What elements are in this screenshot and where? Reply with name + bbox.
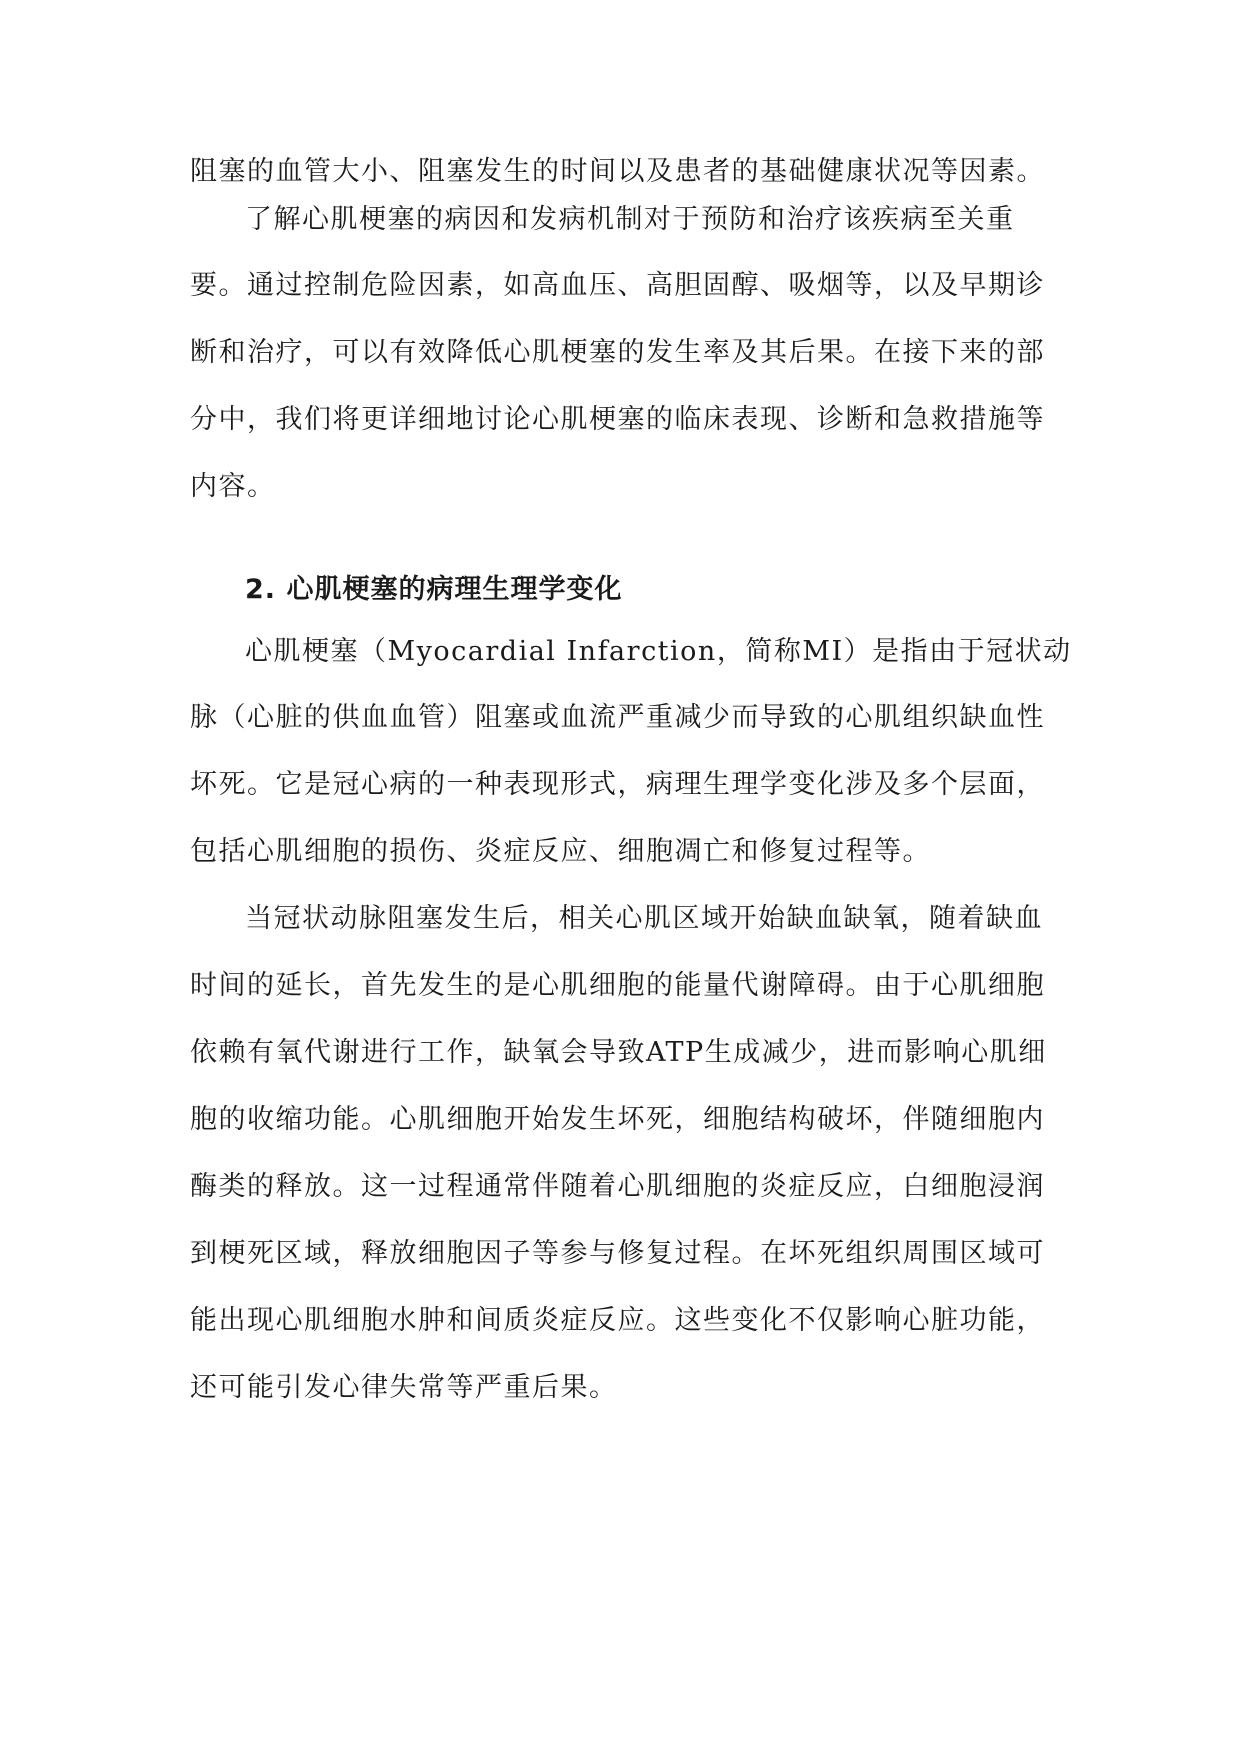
text-line: 断和治疗，可以有效降低心肌梗塞的发生率及其后果。在接下来的部: [190, 337, 1045, 368]
text-line: 时间的延长，首先发生的是心肌细胞的能量代谢障碍。由于心肌细胞: [190, 970, 1045, 1001]
text-line: 了解心肌梗塞的病因和发病机制对于预防和治疗该疾病至关重: [245, 204, 1015, 235]
text-line: 内容。: [190, 471, 276, 502]
section-heading: 2. 心肌梗塞的病理生理学变化: [245, 574, 623, 605]
text-line: 脉（心脏的供血血管）阻塞或血流严重减少而导致的心肌组织缺血性: [190, 702, 1045, 733]
text-line: 包括心肌细胞的损伤、炎症反应、细胞凋亡和修复过程等。: [190, 836, 931, 867]
text-line: 能出现心肌细胞水肿和间质炎症反应。这些变化不仅影响心脏功能，: [190, 1305, 1045, 1336]
text-line: 到梗死区域，释放细胞因子等参与修复过程。在坏死组织周围区域可: [190, 1238, 1045, 1269]
text-line: 分中，我们将更详细地讨论心肌梗塞的临床表现、诊断和急救措施等: [190, 404, 1045, 435]
text-line: 当冠状动脉阻塞发生后，相关心肌区域开始缺血缺氧，随着缺血: [245, 903, 1043, 934]
text-line: 阻塞的血管大小、阻塞发生的时间以及患者的基础健康状况等因素。: [190, 156, 1045, 187]
text-line: 依赖有氧代谢进行工作，缺氧会导致ATP生成减少，进而影响心肌细: [190, 1037, 1047, 1068]
text-line: 坏死。它是冠心病的一种表现形式，病理生理学变化涉及多个层面，: [190, 769, 1045, 800]
text-line: 要。通过控制危险因素，如高血压、高胆固醇、吸烟等，以及早期诊: [190, 270, 1045, 301]
text-line: 还可能引发心律失常等严重后果。: [190, 1372, 618, 1403]
text-line: 酶类的释放。这一过程通常伴随着心肌细胞的炎症反应，白细胞浸润: [190, 1171, 1045, 1202]
text-line: 胞的收缩功能。心肌细胞开始发生坏死，细胞结构破坏，伴随细胞内: [190, 1104, 1045, 1135]
text-line: 心肌梗塞（Myocardial Infarction，简称MI）是指由于冠状动: [245, 636, 1072, 667]
